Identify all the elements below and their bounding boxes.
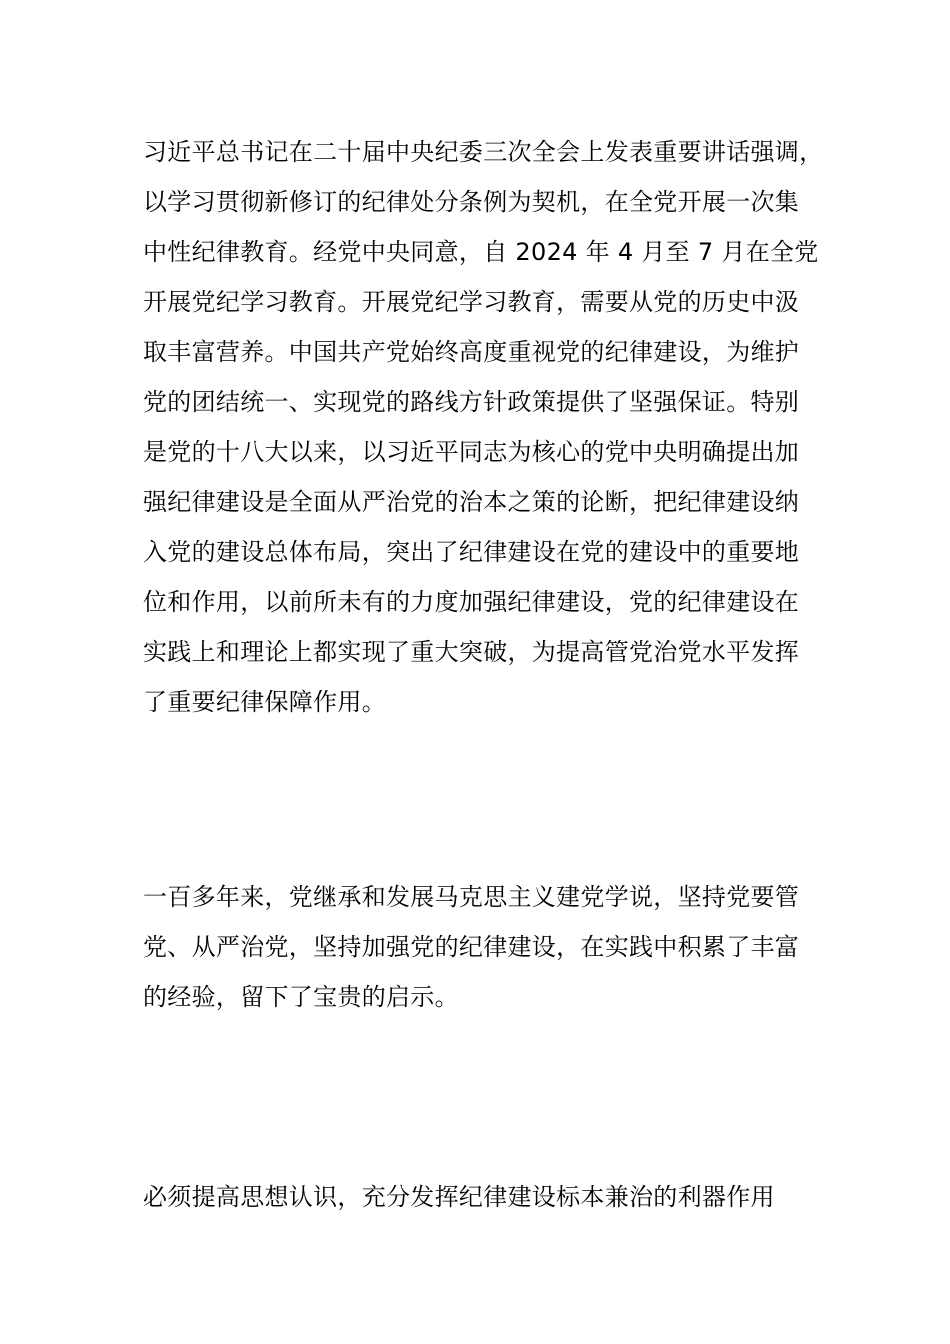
text-line: 实践上和理论上都实现了重大突破，为提高管党治党水平发挥 [143,638,800,666]
text-line: 是党的十八大以来，以习近平同志为核心的党中央明确提出加 [143,438,800,466]
paragraph-intro [143,127,824,727]
text-line: 的经验，留下了宝贵的启示。 [143,983,459,1011]
section-heading [143,1172,813,1222]
text-line: 中性纪律教育。经党中央同意，自 2024 年 4 月至 7 月在全党 [143,238,819,266]
text-line: 位和作用，以前所未有的力度加强纪律建设，党的纪律建设在 [143,588,800,616]
heading-text: 必须提高思想认识，充分发挥纪律建设标本兼治的利器作用 [143,1183,775,1211]
text-line: 党、从严治党，坚持加强党的纪律建设，在实践中积累了丰富 [143,933,800,961]
text-line: 党的团结统一、实现党的路线方针政策提供了坚强保证。特别 [143,388,800,416]
text-line: 强纪律建设是全面从严治党的治本之策的论断，把纪律建设纳 [143,488,800,516]
text-line: 取丰富营养。中国共产党始终高度重视党的纪律建设，为维护 [143,338,800,366]
text-line: 以学习贯彻新修订的纪律处分条例为契机，在全党开展一次集 [143,188,800,216]
text-line: 一百多年来，党继承和发展马克思主义建党学说，坚持党要管 [143,883,800,911]
text-line: 开展党纪学习教育。开展党纪学习教育，需要从党的历史中汲 [143,288,800,316]
paragraph-history [143,872,813,1022]
text-line: 了重要纪律保障作用。 [143,688,386,716]
text-line: 入党的建设总体布局，突出了纪律建设在党的建设中的重要地 [143,538,800,566]
text-line: 习近平总书记在二十届中央纪委三次全会上发表重要讲话强调， [143,138,824,166]
